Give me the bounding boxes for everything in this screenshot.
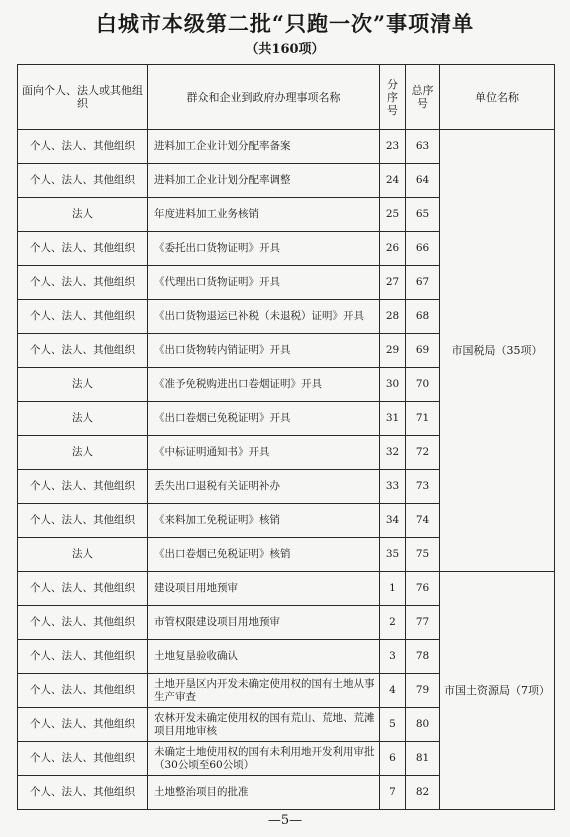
cell-total: 67 [406, 266, 440, 300]
cell-seq: 6 [380, 742, 406, 776]
cell-target: 法人 [18, 198, 148, 232]
cell-seq: 35 [380, 538, 406, 572]
cell-seq: 28 [380, 300, 406, 334]
cell-total: 63 [406, 130, 440, 164]
cell-matter-name: 《出口货物转内销证明》开具 [148, 334, 380, 368]
cell-total: 81 [406, 742, 440, 776]
cell-target: 法人 [18, 402, 148, 436]
cell-seq: 32 [380, 436, 406, 470]
cell-seq: 30 [380, 368, 406, 402]
cell-total: 64 [406, 164, 440, 198]
cell-target: 个人、法人、其他组织 [18, 470, 148, 504]
cell-unit-name: 市国税局（35项） [440, 130, 555, 572]
cell-total: 76 [406, 572, 440, 606]
header-name: 群众和企业到政府办理事项名称 [148, 65, 380, 130]
cell-target: 个人、法人、其他组织 [18, 164, 148, 198]
cell-seq: 2 [380, 606, 406, 640]
cell-seq: 23 [380, 130, 406, 164]
cell-matter-name: 土地开垦区内开发未确定使用权的国有土地从事生产审查 [148, 674, 380, 708]
table-header-row [18, 65, 555, 130]
cell-seq: 3 [380, 640, 406, 674]
cell-total: 82 [406, 776, 440, 810]
cell-matter-name: 进料加工企业计划分配率备案 [148, 130, 380, 164]
header-target: 面向个人、法人或其他组织 [18, 65, 148, 130]
cell-total: 78 [406, 640, 440, 674]
cell-matter-name: 《来料加工免税证明》核销 [148, 504, 380, 538]
cell-total: 80 [406, 708, 440, 742]
cell-matter-name: 《中标证明通知书》开具 [148, 436, 380, 470]
document-subtitle: （共160项） [245, 42, 325, 57]
cell-seq: 27 [380, 266, 406, 300]
cell-total: 71 [406, 402, 440, 436]
cell-matter-name: 《出口卷烟已免税证明》核销 [148, 538, 380, 572]
cell-seq: 34 [380, 504, 406, 538]
cell-matter-name: 土地整治项目的批准 [148, 776, 380, 810]
cell-seq: 4 [380, 674, 406, 708]
cell-seq: 33 [380, 470, 406, 504]
cell-total: 65 [406, 198, 440, 232]
cell-matter-name: 建设项目用地预审 [148, 572, 380, 606]
table-row [18, 572, 555, 606]
cell-matter-name: 《出口货物退运已补税（未退税）证明》开具 [148, 300, 380, 334]
header-total: 总序号 [406, 65, 440, 130]
header-seq: 分序号 [380, 65, 406, 130]
cell-total: 68 [406, 300, 440, 334]
cell-target: 个人、法人、其他组织 [18, 300, 148, 334]
cell-target: 个人、法人、其他组织 [18, 640, 148, 674]
cell-target: 个人、法人、其他组织 [18, 130, 148, 164]
cell-target: 法人 [18, 538, 148, 572]
cell-total: 75 [406, 538, 440, 572]
cell-target: 个人、法人、其他组织 [18, 232, 148, 266]
cell-target: 个人、法人、其他组织 [18, 742, 148, 776]
cell-seq: 26 [380, 232, 406, 266]
cell-seq: 29 [380, 334, 406, 368]
cell-total: 77 [406, 606, 440, 640]
cell-target: 个人、法人、其他组织 [18, 606, 148, 640]
cell-target: 个人、法人、其他组织 [18, 708, 148, 742]
table-body [18, 130, 555, 810]
cell-target: 法人 [18, 368, 148, 402]
cell-unit-name: 市国土资源局（7项） [440, 572, 555, 810]
header-unit: 单位名称 [440, 65, 555, 130]
table-row [18, 130, 555, 164]
page-number: —5— [267, 813, 303, 828]
cell-matter-name: 土地复垦验收确认 [148, 640, 380, 674]
cell-matter-name: 《准予免税购进出口卷烟证明》开具 [148, 368, 380, 402]
cell-target: 个人、法人、其他组织 [18, 266, 148, 300]
matters-table [17, 64, 555, 810]
cell-matter-name: 市管权限建设项目用地预审 [148, 606, 380, 640]
cell-total: 69 [406, 334, 440, 368]
cell-seq: 7 [380, 776, 406, 810]
document-title: 白城市本级第二批“只跑一次”事项清单 [95, 11, 475, 36]
cell-total: 74 [406, 504, 440, 538]
cell-matter-name: 《代理出口货物证明》开具 [148, 266, 380, 300]
cell-target: 个人、法人、其他组织 [18, 572, 148, 606]
cell-target: 法人 [18, 436, 148, 470]
cell-matter-name: 农林开发未确定使用权的国有荒山、荒地、荒滩项目用地审核 [148, 708, 380, 742]
cell-seq: 25 [380, 198, 406, 232]
cell-target: 个人、法人、其他组织 [18, 776, 148, 810]
cell-target: 个人、法人、其他组织 [18, 504, 148, 538]
cell-total: 73 [406, 470, 440, 504]
cell-seq: 24 [380, 164, 406, 198]
cell-matter-name: 进料加工企业计划分配率调整 [148, 164, 380, 198]
cell-target: 个人、法人、其他组织 [18, 334, 148, 368]
cell-total: 79 [406, 674, 440, 708]
cell-seq: 5 [380, 708, 406, 742]
cell-matter-name: 未确定土地使用权的国有未利用地开发利用审批（30公顷至60公顷） [148, 742, 380, 776]
cell-matter-name: 年度进料加工业务核销 [148, 198, 380, 232]
cell-total: 72 [406, 436, 440, 470]
cell-target: 个人、法人、其他组织 [18, 674, 148, 708]
cell-total: 70 [406, 368, 440, 402]
cell-matter-name: 丢失出口退税有关证明补办 [148, 470, 380, 504]
cell-seq: 31 [380, 402, 406, 436]
cell-seq: 1 [380, 572, 406, 606]
cell-matter-name: 《委托出口货物证明》开具 [148, 232, 380, 266]
cell-total: 66 [406, 232, 440, 266]
cell-matter-name: 《出口卷烟已免税证明》开具 [148, 402, 380, 436]
